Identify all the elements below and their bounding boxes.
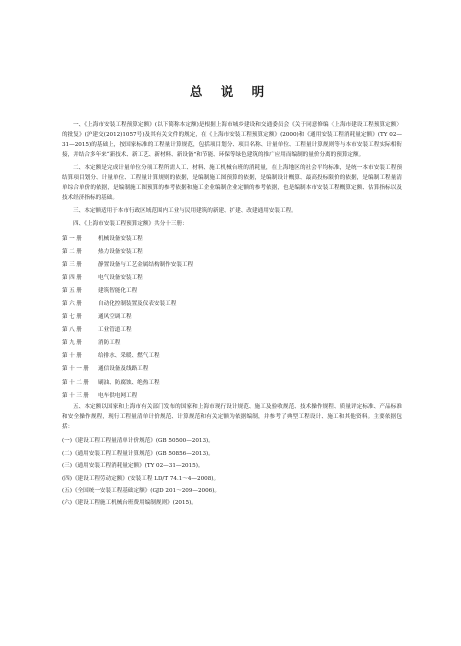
list-item: (三)《通用安装工程消耗量定额》(TY 02—31—2015)。 bbox=[62, 463, 204, 470]
list-item: (五)《全国统一安装工程基础定额》(GJD 201～209—2006)。 bbox=[62, 487, 220, 494]
volume-name: 工业管道工程 bbox=[98, 327, 132, 334]
volume-name: 给排水、采暖、燃气工程 bbox=[98, 353, 160, 360]
volume-number: 第十二册 bbox=[62, 379, 91, 386]
list-item bbox=[62, 350, 402, 363]
paragraph-1: 一、《上海市安装工程预算定额》(以下简称本定额)是根据上海市城乡建设和交通委员会《关于同意修编〈上海市建设工程预算定额〉的批复》(沪建交(2012)1057号)及其有关文件的规定，在《上海市安装工程预算定额》(2000)和《通用安装工程消耗量定额》(TY 02—31—2015)的基础上，按国家标准的工程量计算规范，包括项目划分、项目名称、计量单位、工程量计算规则等与本市安装工程实际相衔接，并结合多年来“新技术、新工艺、新材料、新设备”和节能、环保等绿色建筑的推广应用而编制的量价分离的预算定额。 bbox=[62, 122, 402, 158]
list-item bbox=[62, 245, 402, 258]
paragraph-2: 二、本定额是完成计量单位分项工程所需人工、材料、施工机械台班的消耗量，在上海地区的社会平均标准，是统一本市安装工程预结算项目划分、计量单位、工程量计算规则的依据，是编制施工图预算的依据，是编制设计概算、最高投标限价的依据，是编制工程量清单综合单价的依据，是编制施工图预算的参考依据和施工企业编制企业定额的参考依据，也是编制本市安装工程概算定额、估算指标以及技术经济指标的基础。 bbox=[62, 165, 402, 201]
list-item bbox=[62, 311, 402, 324]
volume-name: 自动化控制装置及仪表安装工程 bbox=[98, 301, 177, 308]
volume-number: 第十一册 bbox=[62, 366, 91, 373]
list-item bbox=[62, 337, 402, 350]
list-item bbox=[62, 324, 402, 337]
volume-number: 第九册 bbox=[62, 340, 84, 347]
page-title: 总 说 明 bbox=[189, 84, 272, 99]
volume-name: 通信设备及线路工程 bbox=[98, 366, 149, 373]
basis-list bbox=[62, 435, 402, 509]
volume-number: 第四册 bbox=[62, 274, 84, 281]
document-body bbox=[62, 120, 402, 510]
list-item: (二)《通用安装工程工程量计算规范》(GB 50856—2013)。 bbox=[62, 450, 214, 457]
volume-number: 第三册 bbox=[62, 261, 84, 268]
volume-name: 通风空调工程 bbox=[98, 314, 132, 321]
volume-number: 第五册 bbox=[62, 287, 84, 294]
list-item bbox=[62, 363, 402, 376]
list-item: (六)《建设工程施工机械台班费用编制规则》(2015)。 bbox=[62, 500, 197, 507]
volume-name: 热力设备安装工程 bbox=[98, 248, 143, 255]
paragraph-3: 三、本定额适用于本市行政区域范围内工业与民用建筑的新建、扩建、改建通用安装工程。 bbox=[73, 208, 297, 214]
volume-name: 电车供电网工程 bbox=[98, 392, 138, 399]
volume-name: 机械设备安装工程 bbox=[98, 235, 143, 242]
list-item bbox=[62, 232, 402, 245]
volume-number: 第二册 bbox=[62, 248, 84, 255]
paragraph-5: 五、本定额以国家和上海市有关部门发布的国家和上海市现行设计规范、施工及验收规范、技术操作规程、质量评定标准、产品标准和安全操作规程，现行工程量清单计价规范、计算规范和有关定额为依据编制，并参考了典型工程设计、施工和其他资料。主要依据包括： bbox=[62, 404, 402, 431]
list-item bbox=[62, 284, 402, 297]
volume-number: 第八册 bbox=[62, 327, 84, 334]
list-item bbox=[62, 389, 402, 402]
volume-name: 消防工程 bbox=[98, 340, 121, 347]
list-item: (四)《建设工程劳动定额》(安装工程 LD/T 74.1～4—2008)。 bbox=[62, 475, 220, 482]
volume-list bbox=[62, 232, 402, 402]
volume-name: 刷油、防腐蚀、绝热工程 bbox=[98, 379, 160, 386]
list-item bbox=[62, 258, 402, 271]
volume-number: 第十册 bbox=[62, 353, 84, 360]
list-item bbox=[62, 297, 402, 310]
volume-number: 第六册 bbox=[62, 301, 84, 308]
volume-number: 第十三册 bbox=[62, 392, 91, 399]
list-item: (一)《建设工程工程量清单计价规范》(GB 50500—2013)。 bbox=[62, 438, 214, 445]
volume-name: 建筑智能化工程 bbox=[98, 287, 138, 294]
volume-name: 电气设备安装工程 bbox=[98, 274, 143, 281]
list-item bbox=[62, 376, 402, 389]
volume-name: 静置设备与工艺金属结构制作安装工程 bbox=[98, 261, 194, 268]
list-item bbox=[62, 271, 402, 284]
volume-number: 第一册 bbox=[62, 235, 84, 242]
paragraph-4: 四、《上海市安装工程预算定额》共分十三册： bbox=[73, 221, 188, 227]
volume-number: 第七册 bbox=[62, 314, 84, 321]
